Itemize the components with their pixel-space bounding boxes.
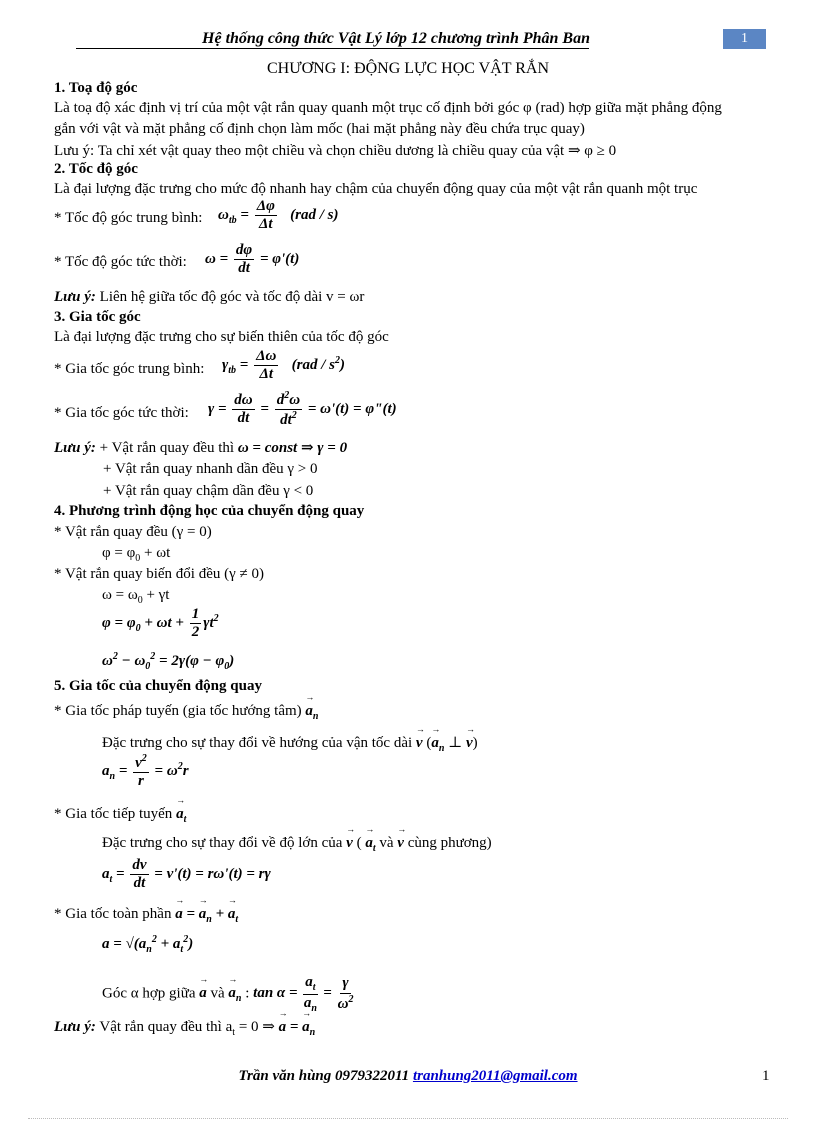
variable-rotation-label: * Vật rắn quay biến đổi đều (γ ≠ 0): [54, 566, 264, 582]
section-3-note-2: + Vật rắn quay nhanh dần đều γ > 0: [103, 461, 318, 477]
section-5-heading: 5. Gia tốc của chuyển động quay: [54, 678, 262, 694]
normal-accel-desc: Đặc trưng cho sự thay đổi về hướng của vận tốc dài → v (→ $a_n$ ⊥ → v): [102, 733, 478, 754]
uniform-rotation-eq: $\varphi = \varphi_0 + \omega t$: [102, 545, 171, 564]
inst-angular-velocity-label: * Tốc độ góc tức thời:: [54, 254, 187, 270]
section-1-line2: gắn với vật và mặt phẳng cố định chọn làm mốc (hai mặt phẳng này đều chứa trục quay): [54, 121, 585, 137]
section-2-line1: Là đại lượng đặc trưng cho mức độ nhanh hay chậm của chuyển động quay của một vật rắn quanh một trục: [54, 181, 698, 197]
normal-accel-label: * Gia tốc pháp tuyến (gia tốc hướng tâm) → $a_n$: [54, 703, 318, 722]
total-accel-label: * Gia tốc toàn phần → a = → $a_n$ + → $a_t$: [54, 906, 238, 925]
page-number-box: 1: [723, 29, 766, 49]
uniform-rotation-label: * Vật rắn quay đều (γ = 0): [54, 524, 212, 540]
inst-angular-accel-formula: γ = $\frac{d\omega}{dt}$ = $\frac{d^2\omega}{dt^2}$ = ω'(t) = φ"(t): [208, 390, 397, 429]
section-2-heading: 2. Tốc độ góc: [54, 161, 138, 177]
omega-squared-eq: $\omega^2 - \omega_0^2 = 2\gamma(\varphi - \varphi_0)$: [102, 651, 235, 672]
section-5-note: Lưu ý: Vật rắn quay đều thì $a_t = 0$ ⇒ → a = → $a_n$: [54, 1017, 315, 1038]
inst-angular-accel-label: * Gia tốc góc tức thời:: [54, 405, 189, 421]
section-1-line3: Lưu ý: Ta chỉ xét vật quay theo một chiều và chọn chiều dương là chiều quay của vật ⇒ φ ≥ 0: [54, 143, 617, 159]
header-title: Hệ thống công thức Vật Lý lớp 12 chương trình Phân Ban: [202, 30, 590, 47]
avg-angular-velocity-formula: $\omega_{tb}$ = $\frac{\Delta\varphi}{\Delta t}$ (rad / s): [218, 198, 339, 233]
variable-omega-eq: $\omega = \omega_0 + \gamma t$: [102, 587, 170, 606]
inst-angular-velocity-formula: ω = $\frac{d\varphi}{dt}$ = φ'(t): [205, 242, 300, 277]
section-1-heading: 1. Toạ độ góc: [54, 80, 138, 96]
section-3-heading: 3. Gia tốc góc: [54, 309, 141, 325]
header-rule: [76, 48, 589, 49]
section-4-heading: 4. Phương trình động học của chuyển động quay: [54, 503, 365, 519]
tangential-accel-label: * Gia tốc tiếp tuyến → $a_t$: [54, 806, 186, 825]
section-3-note-1: Lưu ý: + Vật rắn quay đều thì ω = const ⇒ γ = 0: [54, 440, 348, 456]
avg-angular-accel-formula: $\gamma_{tb}$ = $\frac{\Delta\omega}{\Delta t}$ $(rad / s^2)$: [222, 348, 345, 383]
angle-label: Góc α hợp giữa → a và → $a_n$ : tan α = $\frac{a_t}{a_n}$ = $\frac{\gamma}{\omega^2}$: [102, 974, 355, 1014]
avg-angular-accel-label: * Gia tốc góc trung bình:: [54, 361, 205, 377]
tangential-accel-formula: $a_t$ = $\frac{dv}{dt}$ = v'(t) = rω'(t) = rγ: [102, 857, 271, 892]
section-1-line1: Là toạ độ xác định vị trí của một vật rắn quay quanh một trục cố định bởi góc φ (rad) hợp giữa mặt phẳng động: [54, 100, 722, 116]
section-3-line1: Là đại lượng đặc trưng cho sự biến thiên của tốc độ góc: [54, 329, 389, 345]
email-link[interactable]: tranhung2011@gmail.com: [412, 1068, 578, 1084]
normal-accel-formula: $a_n$ = $\frac{v^2}{r}$ = $\omega^2r$: [102, 753, 189, 790]
section-3-note-3: + Vật rắn quay chậm dần đều γ < 0: [103, 483, 314, 499]
total-accel-magnitude: $a = √(a_n^2 + a_t^2)$: [102, 934, 194, 955]
page-number: 1: [762, 1068, 770, 1084]
variable-phi-eq: $\varphi = \varphi_0 + \omega t$ + $\frac{1}{2}$ $\gamma t^2$: [102, 606, 219, 641]
footer: Trần văn hùng 0979322011 tranhung2011@gmail.com: [238, 1068, 578, 1084]
footer-dotted-rule: [28, 1118, 788, 1119]
chapter-title: CHƯƠNG I: ĐỘNG LỰC HỌC VẬT RẮN: [266, 60, 550, 77]
avg-angular-velocity-label: * Tốc độ góc trung bình:: [54, 210, 203, 226]
tangential-accel-desc: Đặc trưng cho sự thay đổi về độ lớn của → v ( → $a_t$ và → v cùng phương): [102, 835, 492, 854]
section-2-note: Lưu ý: Liên hệ giữa tốc độ góc và tốc độ dài v = ωr: [54, 289, 365, 305]
